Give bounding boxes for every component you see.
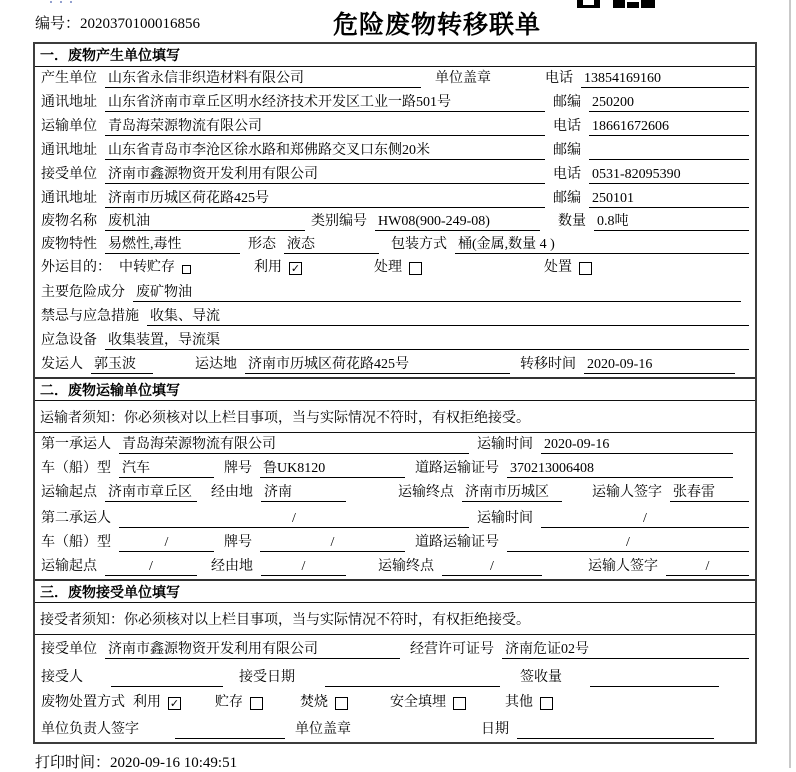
row-equipment — [35, 329, 755, 353]
plate1-value: 鲁UK8120 — [260, 460, 405, 478]
transporter-value: 青岛海荣源物流有限公司 — [105, 118, 545, 136]
carrier2-value: / — [119, 510, 469, 528]
row-responsible — [35, 715, 755, 742]
row-vehicle2 — [35, 531, 755, 555]
address-label: 通讯地址 — [41, 143, 97, 158]
section3-title: 三．废物接受单位填写 — [40, 583, 180, 600]
via1-value: 济南 — [261, 484, 346, 502]
row-accept-unit — [35, 635, 755, 662]
carrier2-label: 第二承运人 — [41, 511, 111, 526]
receiver-label: 接受单位 — [41, 167, 97, 182]
vehicle-label: 车（船）型 — [41, 461, 111, 476]
endpoint-label: 运输终点 — [398, 485, 454, 500]
category-value: HW08(900-249-08) — [375, 213, 540, 231]
transporter-zip-value — [589, 142, 749, 160]
purpose-option-label: 处理 — [374, 260, 402, 275]
print-time — [35, 751, 237, 772]
responsible-value — [175, 721, 285, 739]
shipper-value: 郭玉波 — [91, 356, 153, 374]
origin-label: 运输起点 — [41, 485, 97, 500]
endpoint2-value: / — [442, 558, 542, 576]
permit-label: 道路运输证号 — [415, 535, 499, 550]
accept-unit-label: 接受单位 — [41, 642, 97, 657]
purpose-option-label: 处置 — [544, 260, 572, 275]
transport-time2-value: / — [541, 510, 749, 528]
plate-label: 牌号 — [224, 535, 252, 550]
section2-header — [35, 377, 755, 401]
producer-address-value: 山东省济南市章丘区明水经济技术开发区工业一路501号 — [105, 94, 545, 112]
zip-label: 邮编 — [553, 191, 581, 206]
transporter-label: 运输单位 — [41, 119, 97, 134]
carrier-sign1-value: 张春雷 — [670, 484, 749, 502]
checkbox-utilize: ✓ — [290, 262, 301, 275]
section3-notice: 接受者须知：你必须核对以上栏目事项，当与实际情况不符时，有权拒绝接受。 — [35, 603, 755, 635]
sign-qty-value — [590, 669, 719, 687]
producer-phone-value: 13854169160 — [581, 70, 749, 88]
permit1-value: 370213006408 — [507, 460, 733, 478]
qr-block — [641, 0, 655, 8]
section1-title: 一．废物产生单位填写 — [40, 47, 180, 63]
page-title: 危险废物转移联单 — [332, 11, 541, 39]
unit-seal-label: 单位盖章 — [435, 71, 491, 86]
page-edge-line — [789, 0, 791, 768]
row-carrier1 — [35, 433, 755, 457]
disposal-label: 废物处置方式 — [41, 695, 125, 710]
license-label: 经营许可证号 — [410, 642, 494, 657]
waste-name-value: 废机油 — [105, 213, 305, 231]
origin2-value: / — [105, 558, 197, 576]
carrier1-value: 青岛海荣源物流有限公司 — [119, 436, 469, 454]
carrier-sign2-value: / — [666, 558, 749, 576]
destination-label: 运达地 — [195, 357, 237, 372]
form-value: 液态 — [284, 236, 379, 254]
destination-value: 济南市历城区荷花路425号 — [245, 356, 510, 374]
row-waste-traits — [35, 234, 755, 257]
form-label: 形态 — [248, 237, 276, 252]
recipient-label: 接受人 — [41, 670, 83, 685]
via-label: 经由地 — [211, 485, 253, 500]
checkbox-incinerate — [335, 697, 348, 710]
row-waste-name — [35, 211, 755, 234]
receiver-zip-value: 250101 — [589, 190, 749, 208]
row-hazard — [35, 280, 755, 305]
address-label: 通讯地址 — [41, 191, 97, 206]
plate-label: 牌号 — [224, 461, 252, 476]
permit-label: 道路运输证号 — [415, 461, 499, 476]
carrier-sign-label: 运输人签字 — [588, 559, 658, 574]
checkbox-treat — [409, 262, 422, 275]
checkbox-store — [250, 697, 263, 710]
taboo-value: 收集、导流 — [147, 308, 749, 326]
traits-value: 易燃性,毒性 — [105, 236, 240, 254]
quantity-label: 数量 — [558, 214, 586, 229]
transporter-address-value: 山东省青岛市李沧区徐水路和郑佛路交叉口东侧20米 — [105, 142, 545, 160]
transporter-phone-value: 18661672606 — [589, 118, 749, 136]
vehicle-label: 车（船）型 — [41, 535, 111, 550]
date-value — [517, 721, 714, 739]
row-producer-address — [35, 91, 755, 115]
producer-zip-value: 250200 — [589, 94, 749, 112]
via-label: 经由地 — [211, 559, 253, 574]
disposal-option-label: 贮存 — [215, 695, 243, 710]
disposal-option-label: 其他 — [505, 695, 533, 710]
row-route1 — [35, 481, 755, 505]
transport-time-label: 运输时间 — [477, 511, 533, 526]
accept-date-label: 接受日期 — [239, 670, 295, 685]
row-transporter — [35, 115, 755, 139]
receiver-address-value: 济南市历城区荷花路425号 — [105, 190, 545, 208]
taboo-label: 禁忌与应急措施 — [41, 309, 139, 324]
print-time-label: 打印时间： — [35, 755, 111, 771]
row-transporter-address — [35, 139, 755, 163]
checkbox-transfer-storage — [182, 265, 191, 274]
date-label: 日期 — [481, 722, 509, 737]
section2-title: 二．废物运输单位填写 — [40, 381, 180, 398]
equipment-value: 收集装置，导流渠 — [105, 332, 749, 350]
producer-value: 山东省永信非织造材料有限公司 — [105, 70, 421, 88]
carrier1-label: 第一承运人 — [41, 437, 111, 452]
transport-time1-value: 2020-09-16 — [541, 436, 733, 454]
sign-qty-label: 签收量 — [520, 670, 562, 685]
phone-label: 电话 — [553, 167, 581, 182]
accept-date-value — [325, 669, 500, 687]
row-receiver-address — [35, 187, 755, 211]
carrier-sign-label: 运输人签字 — [592, 485, 662, 500]
accept-unit-value: 济南市鑫源物资开发利用有限公司 — [105, 641, 400, 659]
print-time-value: 2020-09-16 10:49:51 — [110, 755, 238, 771]
producer-label: 产生单位 — [41, 71, 97, 86]
transport-time-label: 运输时间 — [477, 437, 533, 452]
quantity-value: 0.8吨 — [594, 213, 749, 231]
transfer-time-label: 转移时间 — [520, 357, 576, 372]
phone-label: 电话 — [553, 119, 581, 134]
qr-block — [577, 5, 600, 8]
row-receiver — [35, 163, 755, 187]
checkbox-utilize: ✓ — [169, 697, 180, 710]
doc-number-label: 编号： — [35, 16, 81, 32]
checkbox-other — [540, 697, 553, 710]
disposal-option-label: 焚烧 — [300, 695, 328, 710]
endpoint-label: 运输终点 — [378, 559, 434, 574]
purpose-label: 外运目的： — [41, 260, 111, 275]
equipment-label: 应急设备 — [41, 333, 97, 348]
zip-label: 邮编 — [553, 95, 581, 110]
permit2-value: / — [507, 534, 749, 552]
zip-label: 邮编 — [553, 143, 581, 158]
row-taboo — [35, 305, 755, 329]
manifest-table — [33, 42, 757, 744]
packing-value: 桶(金属,数量 4 ) — [455, 236, 749, 254]
checkbox-dispose — [579, 262, 592, 275]
hazard-label: 主要危险成分 — [41, 285, 125, 300]
checkbox-landfill — [453, 697, 466, 710]
hazard-value: 废矿物油 — [133, 284, 741, 302]
via2-value: / — [261, 558, 346, 576]
waste-name-label: 废物名称 — [41, 214, 97, 229]
shipper-label: 发运人 — [41, 357, 83, 372]
row-recipient — [35, 662, 755, 690]
row-route2 — [35, 555, 755, 579]
transfer-time-value: 2020-09-16 — [584, 356, 735, 374]
row-shipper — [35, 353, 755, 377]
endpoint1-value: 济南市历城区 — [462, 484, 562, 502]
row-vehicle1 — [35, 457, 755, 481]
recipient-value — [111, 669, 223, 687]
receiver-phone-value: 0531-82095390 — [589, 166, 749, 184]
packing-label: 包装方式 — [391, 237, 447, 252]
traits-label: 废物特性 — [41, 237, 97, 252]
vehicle1-value: 汽车 — [119, 460, 214, 478]
unit-seal-label: 单位盖章 — [295, 722, 351, 737]
disposal-option-label: 安全填埋 — [390, 695, 446, 710]
origin-label: 运输起点 — [41, 559, 97, 574]
purpose-option-label: 利用 — [254, 260, 282, 275]
qr-block — [613, 0, 625, 8]
license-value: 济南危证02号 — [502, 641, 749, 659]
address-label: 通讯地址 — [41, 95, 97, 110]
row-producer — [35, 67, 755, 91]
row-carrier2 — [35, 505, 755, 531]
artifact-dots — [50, 1, 76, 4]
qr-code-icon — [577, 0, 655, 8]
vehicle2-value: / — [119, 534, 214, 552]
row-purpose — [35, 257, 755, 280]
qr-block — [627, 2, 639, 8]
origin1-value: 济南市章丘区 — [105, 484, 197, 502]
receiver-value: 济南市鑫源物资开发利用有限公司 — [105, 166, 545, 184]
responsible-label: 单位负责人签字 — [41, 722, 139, 737]
plate2-value: / — [260, 534, 405, 552]
row-disposal — [35, 690, 755, 715]
phone-label: 电话 — [545, 71, 573, 86]
doc-number-value: 2020370100016856 — [80, 16, 201, 32]
section1-header — [35, 44, 755, 67]
disposal-option-label: 利用 — [133, 695, 161, 710]
purpose-option-label: 中转贮存 — [119, 260, 175, 275]
section3-header — [35, 579, 755, 603]
category-label: 类别编号 — [311, 214, 367, 229]
section2-notice: 运输者须知：你必须核对以上栏目事项，当与实际情况不符时，有权拒绝接受。 — [35, 401, 755, 433]
